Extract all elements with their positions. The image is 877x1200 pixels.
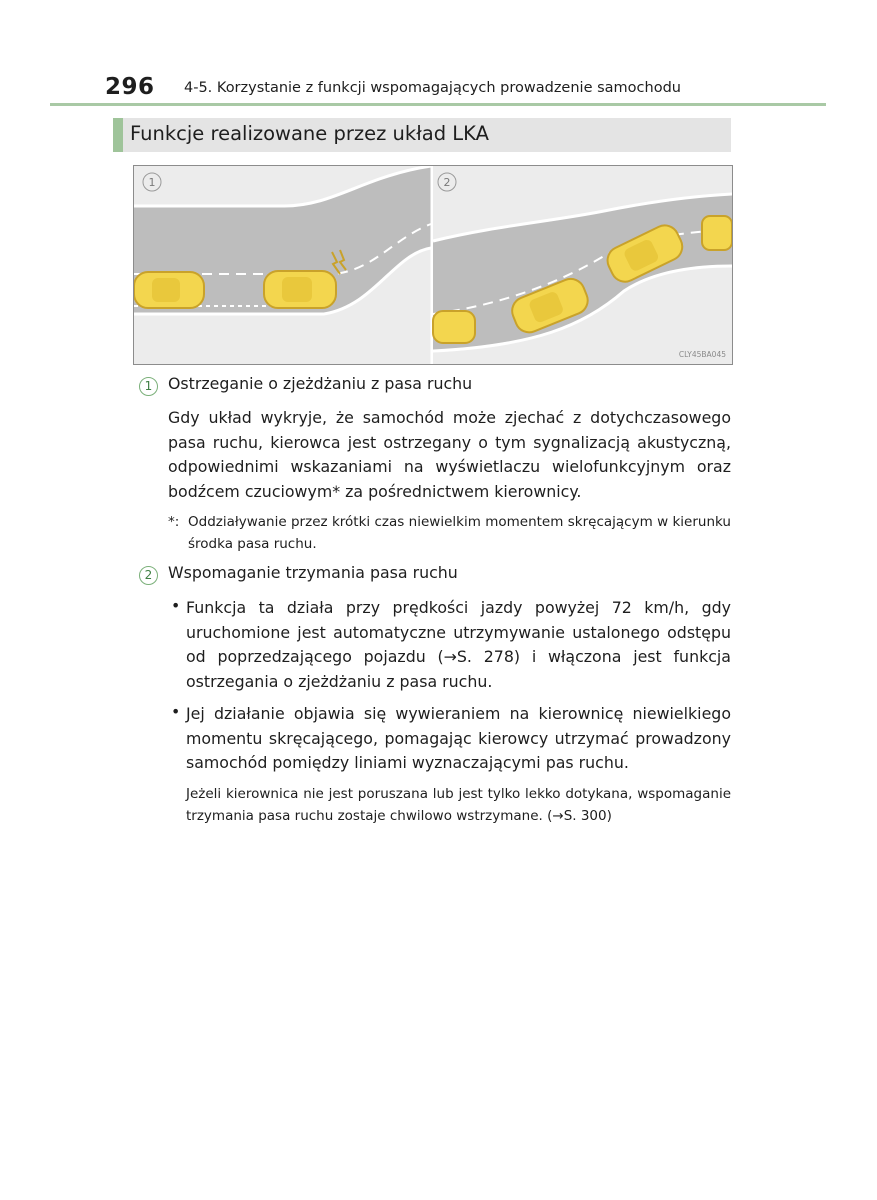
- car-icon: [264, 271, 336, 308]
- item-2-title: Wspomaganie trzymania pasa ruchu: [168, 563, 458, 582]
- item-2-bullet-2: Jej działanie objawia się wywieraniem na kierownicę niewielkiego momentu skręcającego, pomagając kierowcy utrzymać prowadzony samochód pomiędzy liniami wyznaczającymi pas ruchu.: [186, 704, 731, 772]
- figure-code: CLY45BA045: [678, 350, 726, 359]
- item-1-body: Gdy układ wykryje, że samochód może zjechać z dotychczasowego pasa ruchu, kierowca jest ostrzegany o tym sygnalizacją akustyczną, odpowiednimi wskazaniami na wyświetlaczu wielofunkcyjnym oraz bodźcem czuciowym* za pośrednictwem kierownicy.: [168, 408, 731, 501]
- header-divider: [50, 103, 826, 106]
- panel-lane-keeping: [433, 166, 732, 364]
- section-accent: [113, 118, 123, 152]
- panel-1-label: 1: [148, 176, 156, 189]
- item-number-1: 1: [139, 377, 158, 396]
- panel-lane-departure: [134, 166, 431, 364]
- car-icon: [134, 272, 204, 308]
- item-2-bullet-1: Funkcja ta działa przy prędkości jazdy powyżej 72 km/h, gdy uruchomione jest automatyczne utrzymywanie ustalonego odstępu od poprzedzającego pojazdu (→S. 278) i włączona jest funkcja ostrzegania o zjeżdżaniu z pasa ruchu.: [186, 598, 731, 691]
- item-2-note: Jeżeli kierownica nie jest poruszana lub jest tylko lekko dotykana, wspomaganie trzymania pasa ruchu zostaje chwilowo wstrzymane. (→S. 300): [186, 786, 731, 824]
- car-icon: [702, 216, 732, 250]
- page-header: [0, 74, 825, 106]
- car-icon: [433, 311, 475, 343]
- item-number-2: 2: [139, 566, 158, 585]
- panel-2-label: 2: [443, 176, 451, 189]
- page-number: 296: [105, 74, 155, 100]
- chapter-title: 4-5. Korzystanie z funkcji wspomagających prowadzenie samochodu: [184, 80, 681, 96]
- bullet-dot: •: [171, 596, 181, 615]
- bullet-dot: •: [171, 702, 181, 721]
- footnote-marker: *:: [168, 514, 180, 530]
- section-title: Funkcje realizowane przez układ LKA: [130, 122, 489, 145]
- lka-illustration: [133, 165, 733, 365]
- item-1-title: Ostrzeganie o zjeżdżaniu z pasa ruchu: [168, 374, 473, 393]
- footnote-text: Oddziaływanie przez krótki czas niewielkim momentem skręcającym w kierunku środka pasa ruchu.: [188, 514, 731, 552]
